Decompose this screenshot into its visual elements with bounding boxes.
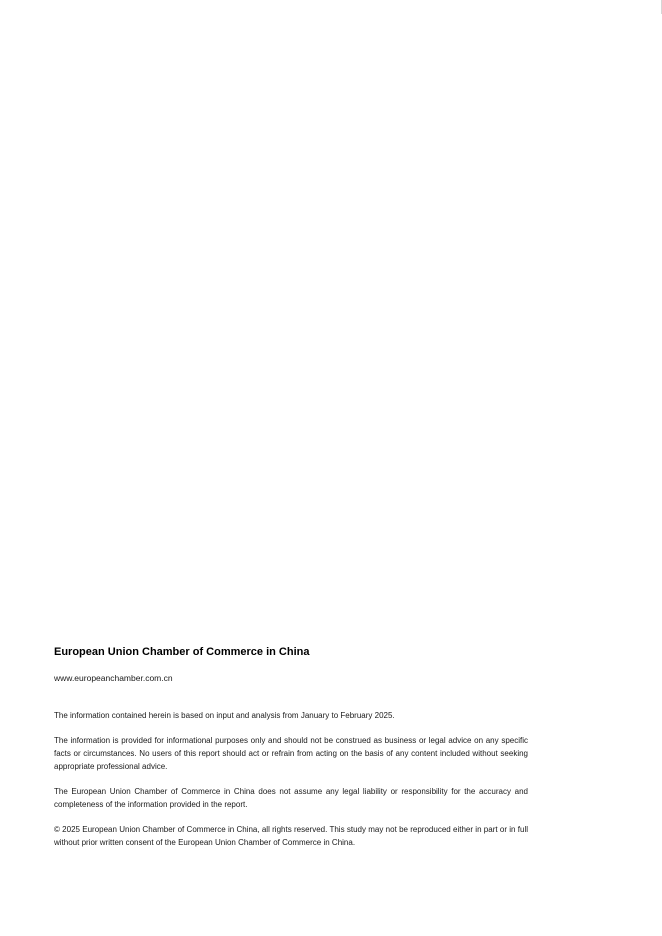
website-link[interactable]: www.europeanchamber.com.cn [54,673,173,683]
notice-date-range: The information contained herein is based on input and analysis from January to February 2025. [54,711,395,720]
notice-informational-purposes: The information is provided for informational purposes only and should not be construed as business or legal advice on any specific facts or circumstances. No users of this report should act or refrain from acting on the basis of any content included without seeking appropriate professional advice. [54,736,528,771]
notice-liability-disclaimer: The European Union Chamber of Commerce in China does not assume any legal liability or responsibility for the accuracy and completeness of the information provided in the report. [54,787,528,809]
notice-copyright: © 2025 European Union Chamber of Commerce in China, all rights reserved. This study may not be reproduced either in part or in full without prior written consent of the European Union Chamber of Commerce in China. [54,825,528,847]
organization-name: European Union Chamber of Commerce in China [54,646,310,658]
imprint-block [54,646,528,849]
